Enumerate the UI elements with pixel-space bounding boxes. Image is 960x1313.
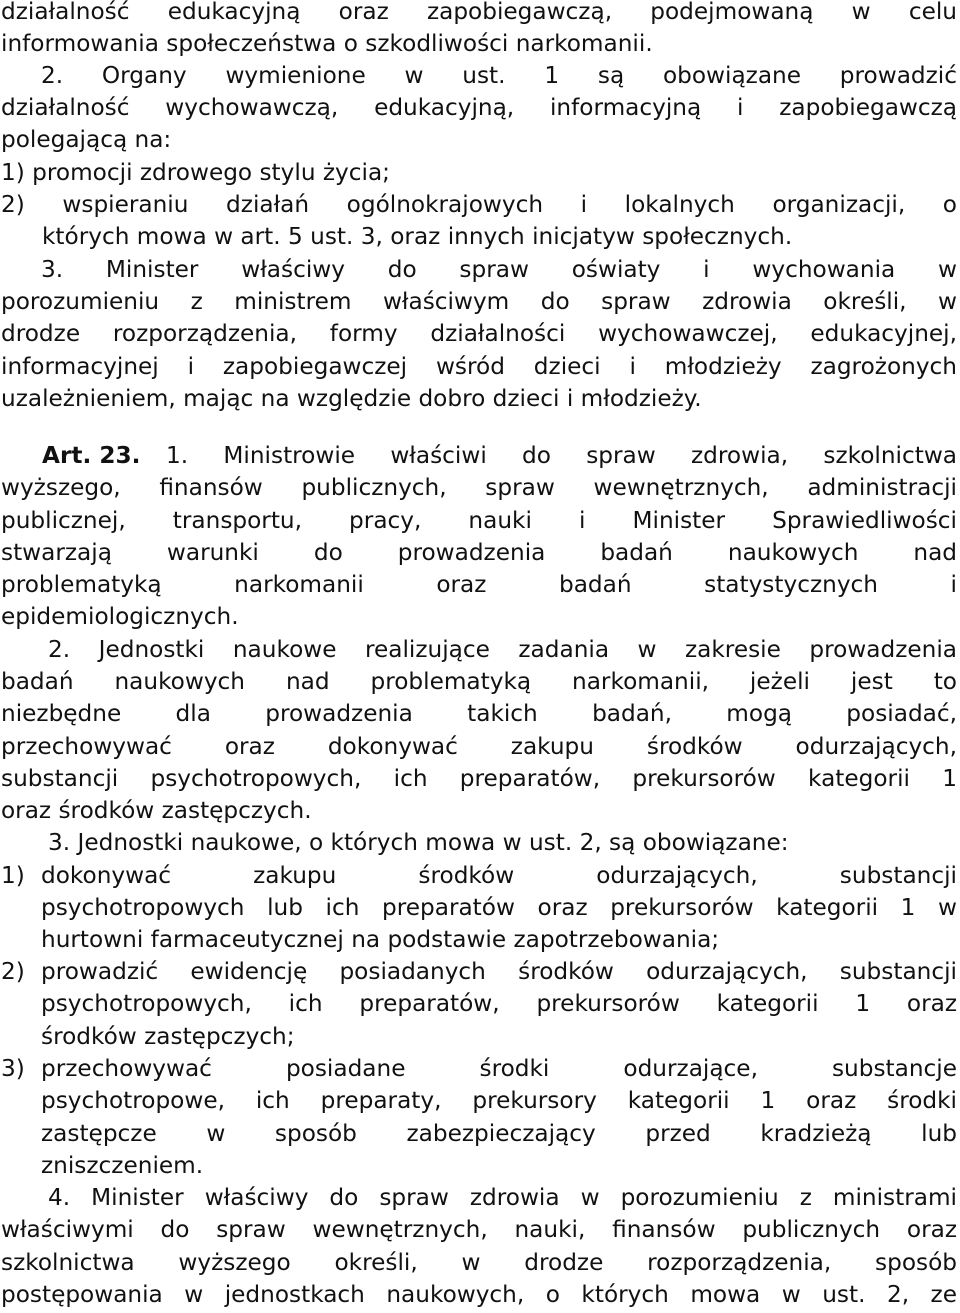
text-line: niezbędne dla prowadzenia takich badań, mogą posiadać, xyxy=(1,700,957,727)
text-line: 2. Organy wymienione w ust. 1 są obowiązane prowadzić xyxy=(41,62,957,89)
text-line: informowania społeczeństwa o szkodliwości narkomanii. xyxy=(1,30,653,57)
text-line: stwarzają warunki do prowadzenia badań naukowych nad xyxy=(1,539,957,566)
text-line: działalność wychowawczą, edukacyjną, informacyjną i zapobiegawczą xyxy=(1,94,957,121)
text-line: porozumieniu z ministrem właściwym do spraw zdrowia określi, w xyxy=(1,288,957,315)
list-item: środków zastępczych; xyxy=(41,1023,295,1050)
list-item: psychotropowych lub ich preparatów oraz prekursorów kategorii 1 w xyxy=(41,894,957,921)
text-line: przechowywać oraz dokonywać zakupu środków odurzających, xyxy=(1,733,957,760)
text-line: substancji psychotropowych, ich preparatów, prekursorów kategorii 1 xyxy=(1,765,957,792)
list-number: 1) xyxy=(1,862,25,889)
text-line: 1. Ministrowie właściwi do spraw zdrowia, szkolnictwa xyxy=(166,442,957,469)
text-line: 3. Jednostki naukowe, o których mowa w ust. 2, są obowiązane: xyxy=(48,829,789,856)
list-item: hurtowni farmaceutycznej na podstawie zapotrzebowania; xyxy=(41,926,720,953)
text-line: wyższego, finansów publicznych, spraw wewnętrznych, administracji xyxy=(1,474,957,501)
text-line: których mowa w art. 5 ust. 3, oraz innych inicjatyw społecznych. xyxy=(42,223,793,250)
list-item: 2) wspieraniu działań ogólnokrajowych i lokalnych organizacji, o xyxy=(1,191,957,218)
list-item: przechowywać posiadane środki odurzające, substancje xyxy=(41,1055,957,1082)
text-line: 2. Jednostki naukowe realizujące zadania w zakresie prowadzenia xyxy=(48,636,957,663)
list-item: zastępcze w sposób zabezpieczający przed kradzieżą lub xyxy=(41,1120,957,1147)
list-number: 3) xyxy=(1,1055,25,1082)
list-item: dokonywać zakupu środków odurzających, substancji xyxy=(41,862,957,889)
text-line: badań naukowych nad problematyką narkomanii, jeżeli jest to xyxy=(1,668,957,695)
text-line: 3. Minister właściwy do spraw oświaty i wychowania w xyxy=(41,256,957,283)
list-item: psychotropowe, ich preparaty, prekursory kategorii 1 oraz środki xyxy=(41,1087,957,1114)
list-item: psychotropowych, ich preparatów, prekursorów kategorii 1 oraz xyxy=(41,990,957,1017)
text-line: epidemiologicznych. xyxy=(1,603,239,630)
text-line: postępowania w jednostkach naukowych, o których mowa w ust. 2, ze xyxy=(1,1281,957,1308)
text-line: właściwymi do spraw wewnętrznych, nauki, finansów publicznych oraz xyxy=(1,1216,957,1243)
text-line: informacyjnej i zapobiegawczej wśród dzieci i młodzieży zagrożonych xyxy=(1,353,957,380)
text-line: działalność edukacyjną oraz zapobiegawczą, podejmowaną w celu xyxy=(1,0,957,25)
text-line: oraz środków zastępczych. xyxy=(1,797,312,824)
text-line: publicznej, transportu, pracy, nauki i Minister Sprawiedliwości xyxy=(1,507,957,534)
article-heading: Art. 23. xyxy=(42,442,141,469)
text-line: drodze rozporządzenia, formy działalności wychowawczej, edukacyjnej, xyxy=(1,320,957,347)
list-number: 2) xyxy=(1,958,25,985)
text-line: problematyką narkomanii oraz badań statystycznych i xyxy=(1,571,957,598)
text-line: 4. Minister właściwy do spraw zdrowia w porozumieniu z ministrami xyxy=(48,1184,957,1211)
list-item: zniszczeniem. xyxy=(41,1152,204,1179)
list-item: 1) promocji zdrowego stylu życia; xyxy=(1,159,390,186)
list-item: prowadzić ewidencję posiadanych środków odurzających, substancji xyxy=(41,958,957,985)
text-line: uzależnieniem, mając na względzie dobro dzieci i młodzieży. xyxy=(1,385,702,412)
text-line: szkolnictwa wyższego określi, w drodze rozporządzenia, sposób xyxy=(1,1249,957,1276)
text-line: polegającą na: xyxy=(1,126,172,153)
